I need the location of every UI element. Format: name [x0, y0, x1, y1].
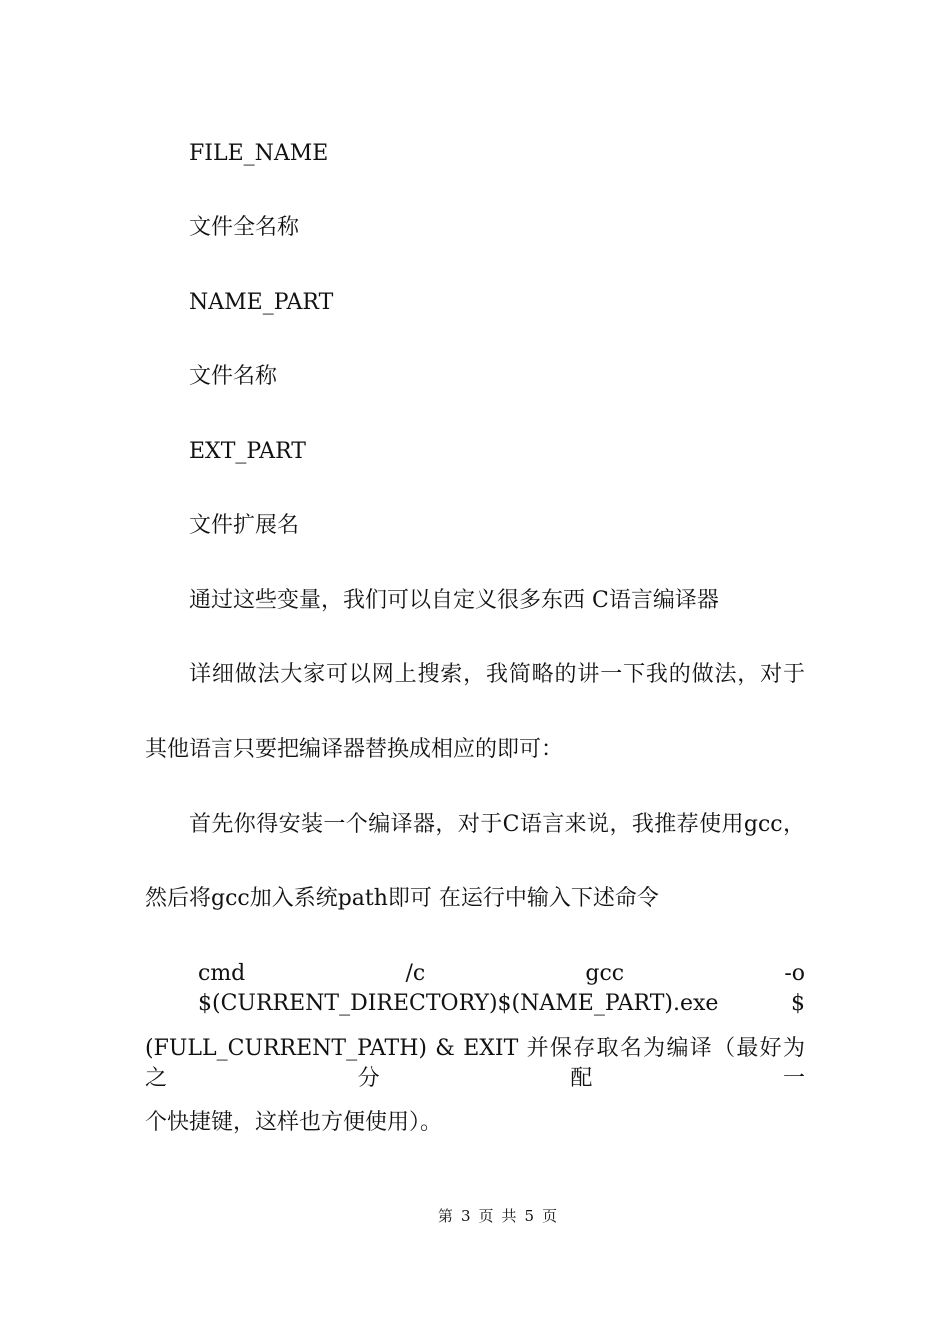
- page-footer: [0, 1206, 950, 1226]
- footer-prefix: 第: [437, 1207, 453, 1225]
- footer-suffix: 页: [542, 1207, 558, 1225]
- text-line: 文件全名称: [189, 215, 300, 240]
- text-line: NAME_PART: [189, 290, 334, 315]
- footer-current-page: 3: [460, 1207, 471, 1225]
- paragraph-line: 通过这些变量，我们可以自定义很多东西 C语言编译器: [189, 588, 719, 613]
- paragraph-line: 然后将gcc加入系统path即可 在运行中输入下述命令: [145, 886, 659, 911]
- footer-mid2: 共: [501, 1207, 517, 1225]
- text-line: 文件扩展名: [189, 513, 300, 538]
- command-line: cmd /c gcc -o $(CURRENT_DIRECTORY)$(NAME_PART).exe $: [198, 961, 805, 1016]
- paragraph-line: (FULL_CURRENT_PATH) & EXIT 并保存取名为编译（最好为之分配一: [145, 1036, 805, 1091]
- paragraph-line: 其他语言只要把编译器替换成相应的即可：: [145, 737, 564, 762]
- paragraph-line: 详细做法大家可以网上搜索，我简略的讲一下我的做法，对于: [189, 662, 805, 687]
- text-line: 文件名称: [189, 364, 278, 389]
- paragraph-line: 首先你得安装一个编译器，对于C语言来说，我推荐使用gcc，: [189, 812, 805, 837]
- footer-total-pages: 5: [524, 1207, 535, 1225]
- paragraph-line: 个快捷键，这样也方便使用）。: [145, 1110, 443, 1135]
- text-line: FILE_NAME: [189, 141, 329, 166]
- text-line: EXT_PART: [189, 439, 306, 464]
- footer-mid1: 页: [478, 1207, 494, 1225]
